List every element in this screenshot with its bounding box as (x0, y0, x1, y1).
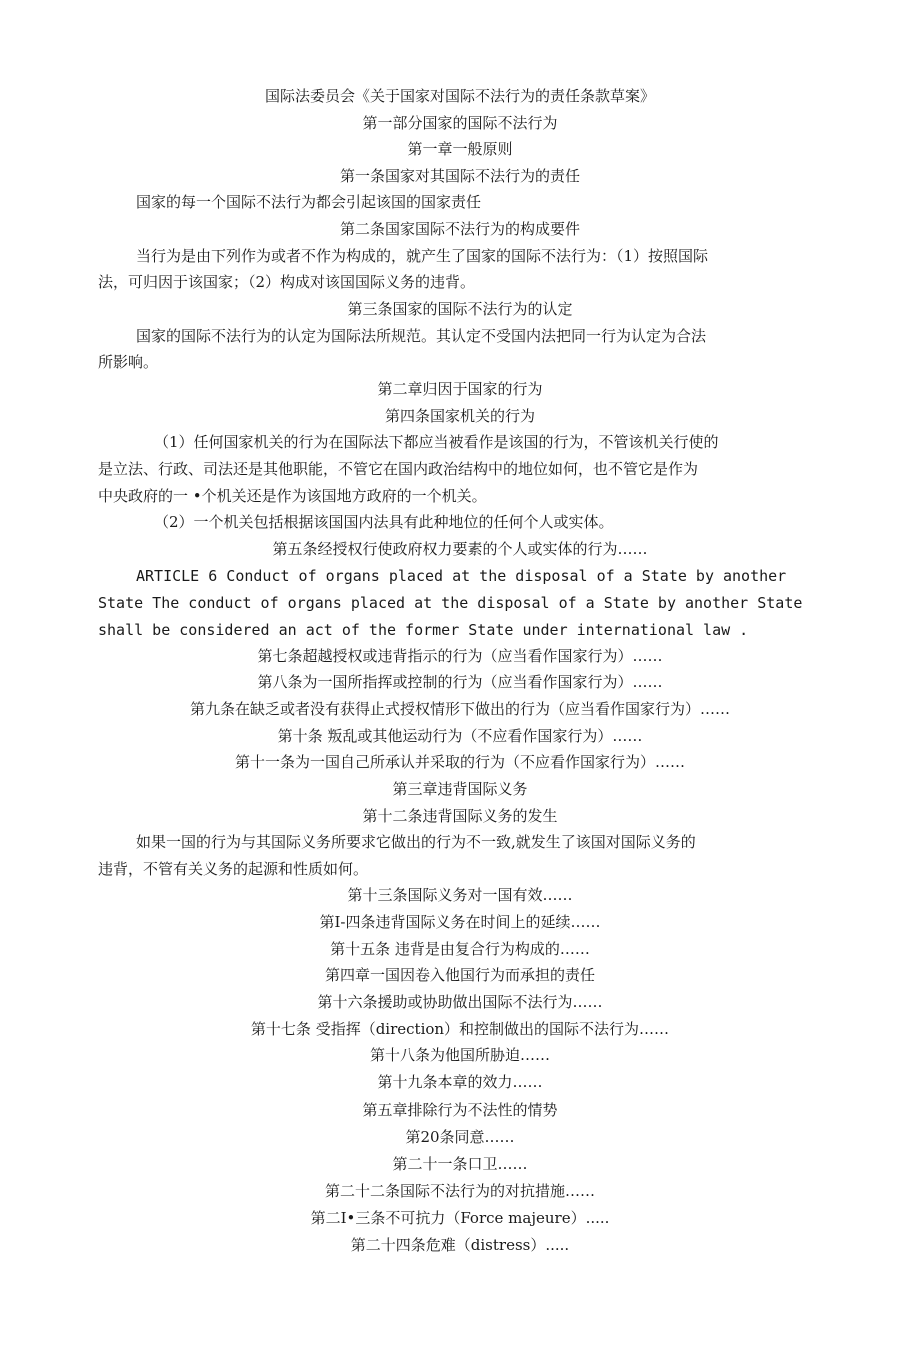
article-heading: 第九条在缺乏或者没有获得止式授权情形下做出的行为（应当看作国家行为）…… (189, 700, 730, 718)
article-heading: 第二条国家国际不法行为的构成要件 (339, 220, 580, 238)
article-heading: 第十八条为他国所胁迫…… (369, 1046, 550, 1064)
article-heading: 第十二条违背国际义务的发生 (362, 807, 558, 825)
article-heading: 第二十四条危难（distress）..... (350, 1236, 570, 1254)
article-heading: 第五条经授权行使政府权力要素的个人或实体的行为…… (272, 540, 648, 558)
article-heading: 第四条国家机关的行为 (384, 407, 535, 425)
english-line: State The conduct of organs placed at the disposal of a State by another State (98, 594, 803, 612)
article-heading: 第十五条 违背是由复合行为构成的…… (330, 940, 590, 958)
article-heading: 第十九条本章的效力…… (377, 1073, 543, 1091)
article-heading: 第I-四条违背国际义务在时间上的延续…… (319, 913, 601, 931)
article-heading: 第十一条为一国自己所承认并采取的行为（不应看作国家行为）…… (234, 753, 685, 771)
paragraph-line: 所影响。 (98, 353, 159, 371)
document-title: 国际法委员会《关于国家对国际不法行为的责任条款草案》 (264, 87, 655, 105)
paragraph-line: （1）任何国家机关的行为在国际法下都应当被看作是该国的行为，不管该机关行使的 (154, 433, 719, 451)
article-heading: 第十六条援助或协助做出国际不法行为…… (317, 993, 603, 1011)
paragraph-line: 是立法、行政、司法还是其他职能，不管它在国内政治结构中的地位如何，也不管它是作为 (98, 460, 699, 478)
article-heading: 第八条为一国所指挥或控制的行为（应当看作国家行为）…… (257, 673, 663, 691)
english-line: ARTICLE 6 Conduct of organs placed at the disposal of a State by another (136, 567, 787, 585)
article-heading: 第十七条 受指挥（direction）和控制做出的国际不法行为…… (250, 1020, 670, 1038)
article-heading: 第二I•三条不可抗力（Force majeure）..... (310, 1209, 610, 1227)
paragraph-line: 中央政府的一 •个机关还是作为该国地方政府的一个机关。 (98, 487, 487, 505)
paragraph-line: 国家的每一个国际不法行为都会引起该国的国家责任 (136, 193, 482, 211)
paragraph-line: 违背，不管有关义务的起源和性质如何。 (98, 860, 369, 878)
chapter-heading: 第三章违背国际义务 (392, 780, 528, 798)
chapter-heading: 第四章一国因卷入他国行为而承担的责任 (324, 966, 595, 984)
article-heading: 第二十一条口卫…… (392, 1155, 528, 1173)
article-heading: 第三条国家的国际不法行为的认定 (347, 300, 573, 318)
article-heading: 第十三条国际义务对一国有效…… (347, 886, 573, 904)
article-heading: 第七条超越授权或违背指示的行为（应当看作国家行为）…… (257, 647, 663, 665)
article-heading: 第十条 叛乱或其他运动行为（不应看作国家行为）…… (277, 727, 643, 745)
paragraph-line: （2）一个机关包括根据该国国内法具有此种地位的任何个人或实体。 (154, 513, 614, 531)
part-heading: 第一部分国家的国际不法行为 (362, 114, 558, 132)
english-line: shall be considered an act of the former State under international law . (98, 621, 749, 639)
paragraph-line: 国家的国际不法行为的认定为国际法所规范。其认定不受国内法把同一行为认定为合法 (136, 327, 707, 345)
article-heading: 第20条同意…… (405, 1128, 515, 1146)
paragraph-line: 当行为是由下列作为或者不作为构成的，就产生了国家的国际不法行为：（1）按照国际 (136, 247, 709, 265)
chapter-heading: 第二章归因于国家的行为 (377, 380, 543, 398)
article-heading: 第一条国家对其国际不法行为的责任 (339, 167, 580, 185)
chapter-heading: 第五章排除行为不法性的情势 (362, 1101, 558, 1119)
chapter-heading: 第一章一般原则 (407, 140, 513, 158)
article-heading: 第二十二条国际不法行为的对抗措施…… (324, 1182, 595, 1200)
paragraph-line: 法，可归因于该国家；（2）构成对该国国际义务的违背。 (98, 273, 476, 291)
paragraph-line: 如果一国的行为与其国际义务所要求它做出的行为不一致,就发生了该国对国际义务的 (136, 833, 696, 851)
